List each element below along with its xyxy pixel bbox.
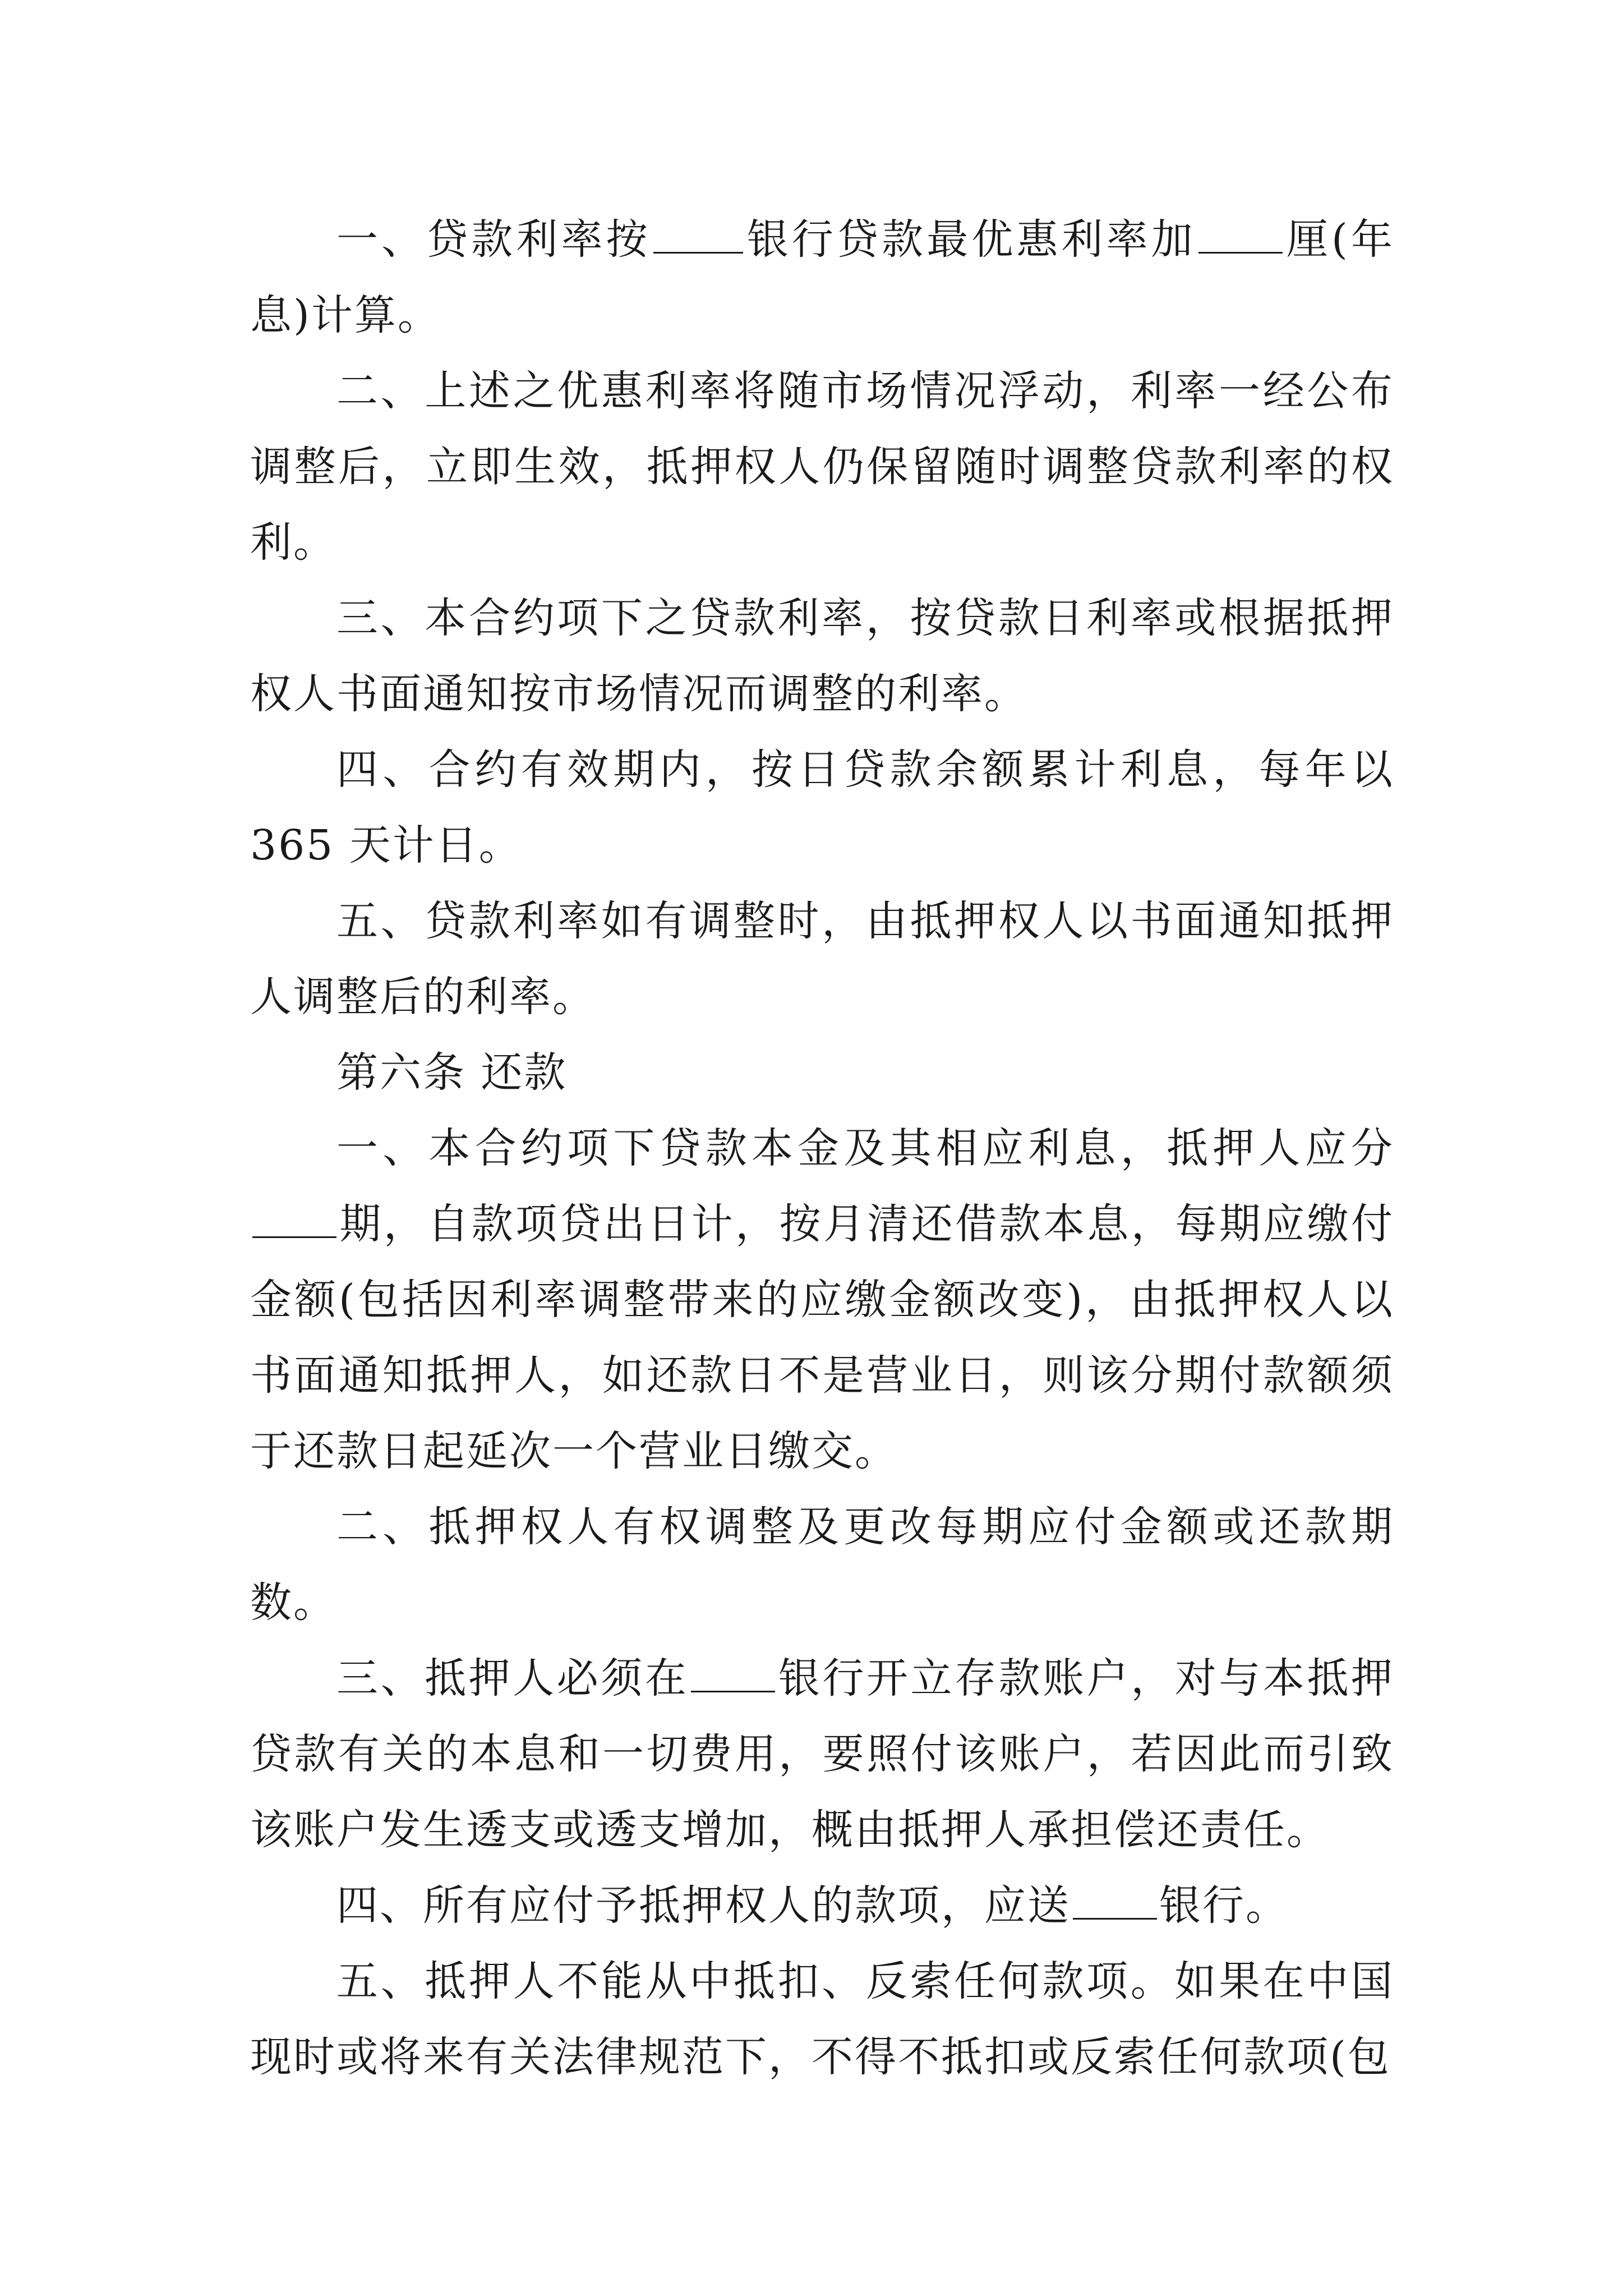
paragraph-installments [250,1111,1394,1489]
text: 四、所有应付予抵押权人的款项，应送 [336,1881,1071,1930]
paragraph-rate-float [250,353,1394,581]
paragraph-rate-adjustment-notice [250,884,1394,1035]
text: 二、抵押权人有权调整及更改每期应付金额或还款期数。 [250,1503,1394,1627]
text: 三、抵押人必须在 [336,1654,689,1703]
text: 五、抵押人不能从中抵扣、反索任何款项。如果在中国现时或将来有关法律规范下，不得不抵扣或反索任何款项(包 [250,1957,1394,2081]
text: 一、贷款利率按 [336,215,651,264]
text: 银行。 [1159,1881,1289,1930]
paragraph-interest-rate-basis [250,202,1394,353]
paragraph-contract-rate [250,581,1394,732]
blank-line [1198,217,1283,254]
blank-line [1073,1883,1157,1920]
section-heading-repayment [250,1035,1394,1111]
text: 银行开立存款账户，对与本抵押贷款有关的本息和一切费用，要照付该账户，若因此而引致该账户发生透支或透支增加，概由抵押人承担偿还责任。 [250,1654,1395,1854]
paragraph-daily-interest [250,732,1394,884]
text: 二、上述之优惠利率将随市场情况浮动，利率一经公布调整后，立即生效，抵押权人仍保留随时调整贷款利率的权利。 [250,367,1394,567]
text: 期，自款项贷出日计，按月清还借款本息，每期应缴付金额(包括因利率调整带来的应缴金额改变)，由抵押权人以书面通知抵押人，如还款日不是营业日，则该分期付款额须于还款日起延次一个营业日缴交。 [250,1200,1394,1475]
blank-line [252,1201,336,1238]
text: 厘(年息)计算。 [250,215,1395,339]
paragraph-deposit-account [250,1641,1394,1868]
document-body [250,202,1394,2095]
text: 四、合约有效期内，按日贷款余额累计利息，每年以 365 天计日。 [250,746,1394,869]
text: 一、本合约项下贷款本金及其相应利息，抵押人应分 [336,1124,1394,1172]
text: 五、贷款利率如有调整时，由抵押权人以书面通知抵押人调整后的利率。 [250,897,1394,1021]
paragraph-adjust-installments [250,1489,1394,1641]
paragraph-no-deduction [250,1944,1394,2095]
text: 银行贷款最优惠利率加 [745,215,1196,264]
text: 第六条 还款 [336,1048,568,1097]
paragraph-payment-destination [250,1868,1394,1944]
text: 三、本合约项下之贷款利率，按贷款日利率或根据抵押权人书面通知按市场情况而调整的利率。 [250,594,1394,718]
blank-line [653,217,743,254]
blank-line [691,1655,775,1692]
